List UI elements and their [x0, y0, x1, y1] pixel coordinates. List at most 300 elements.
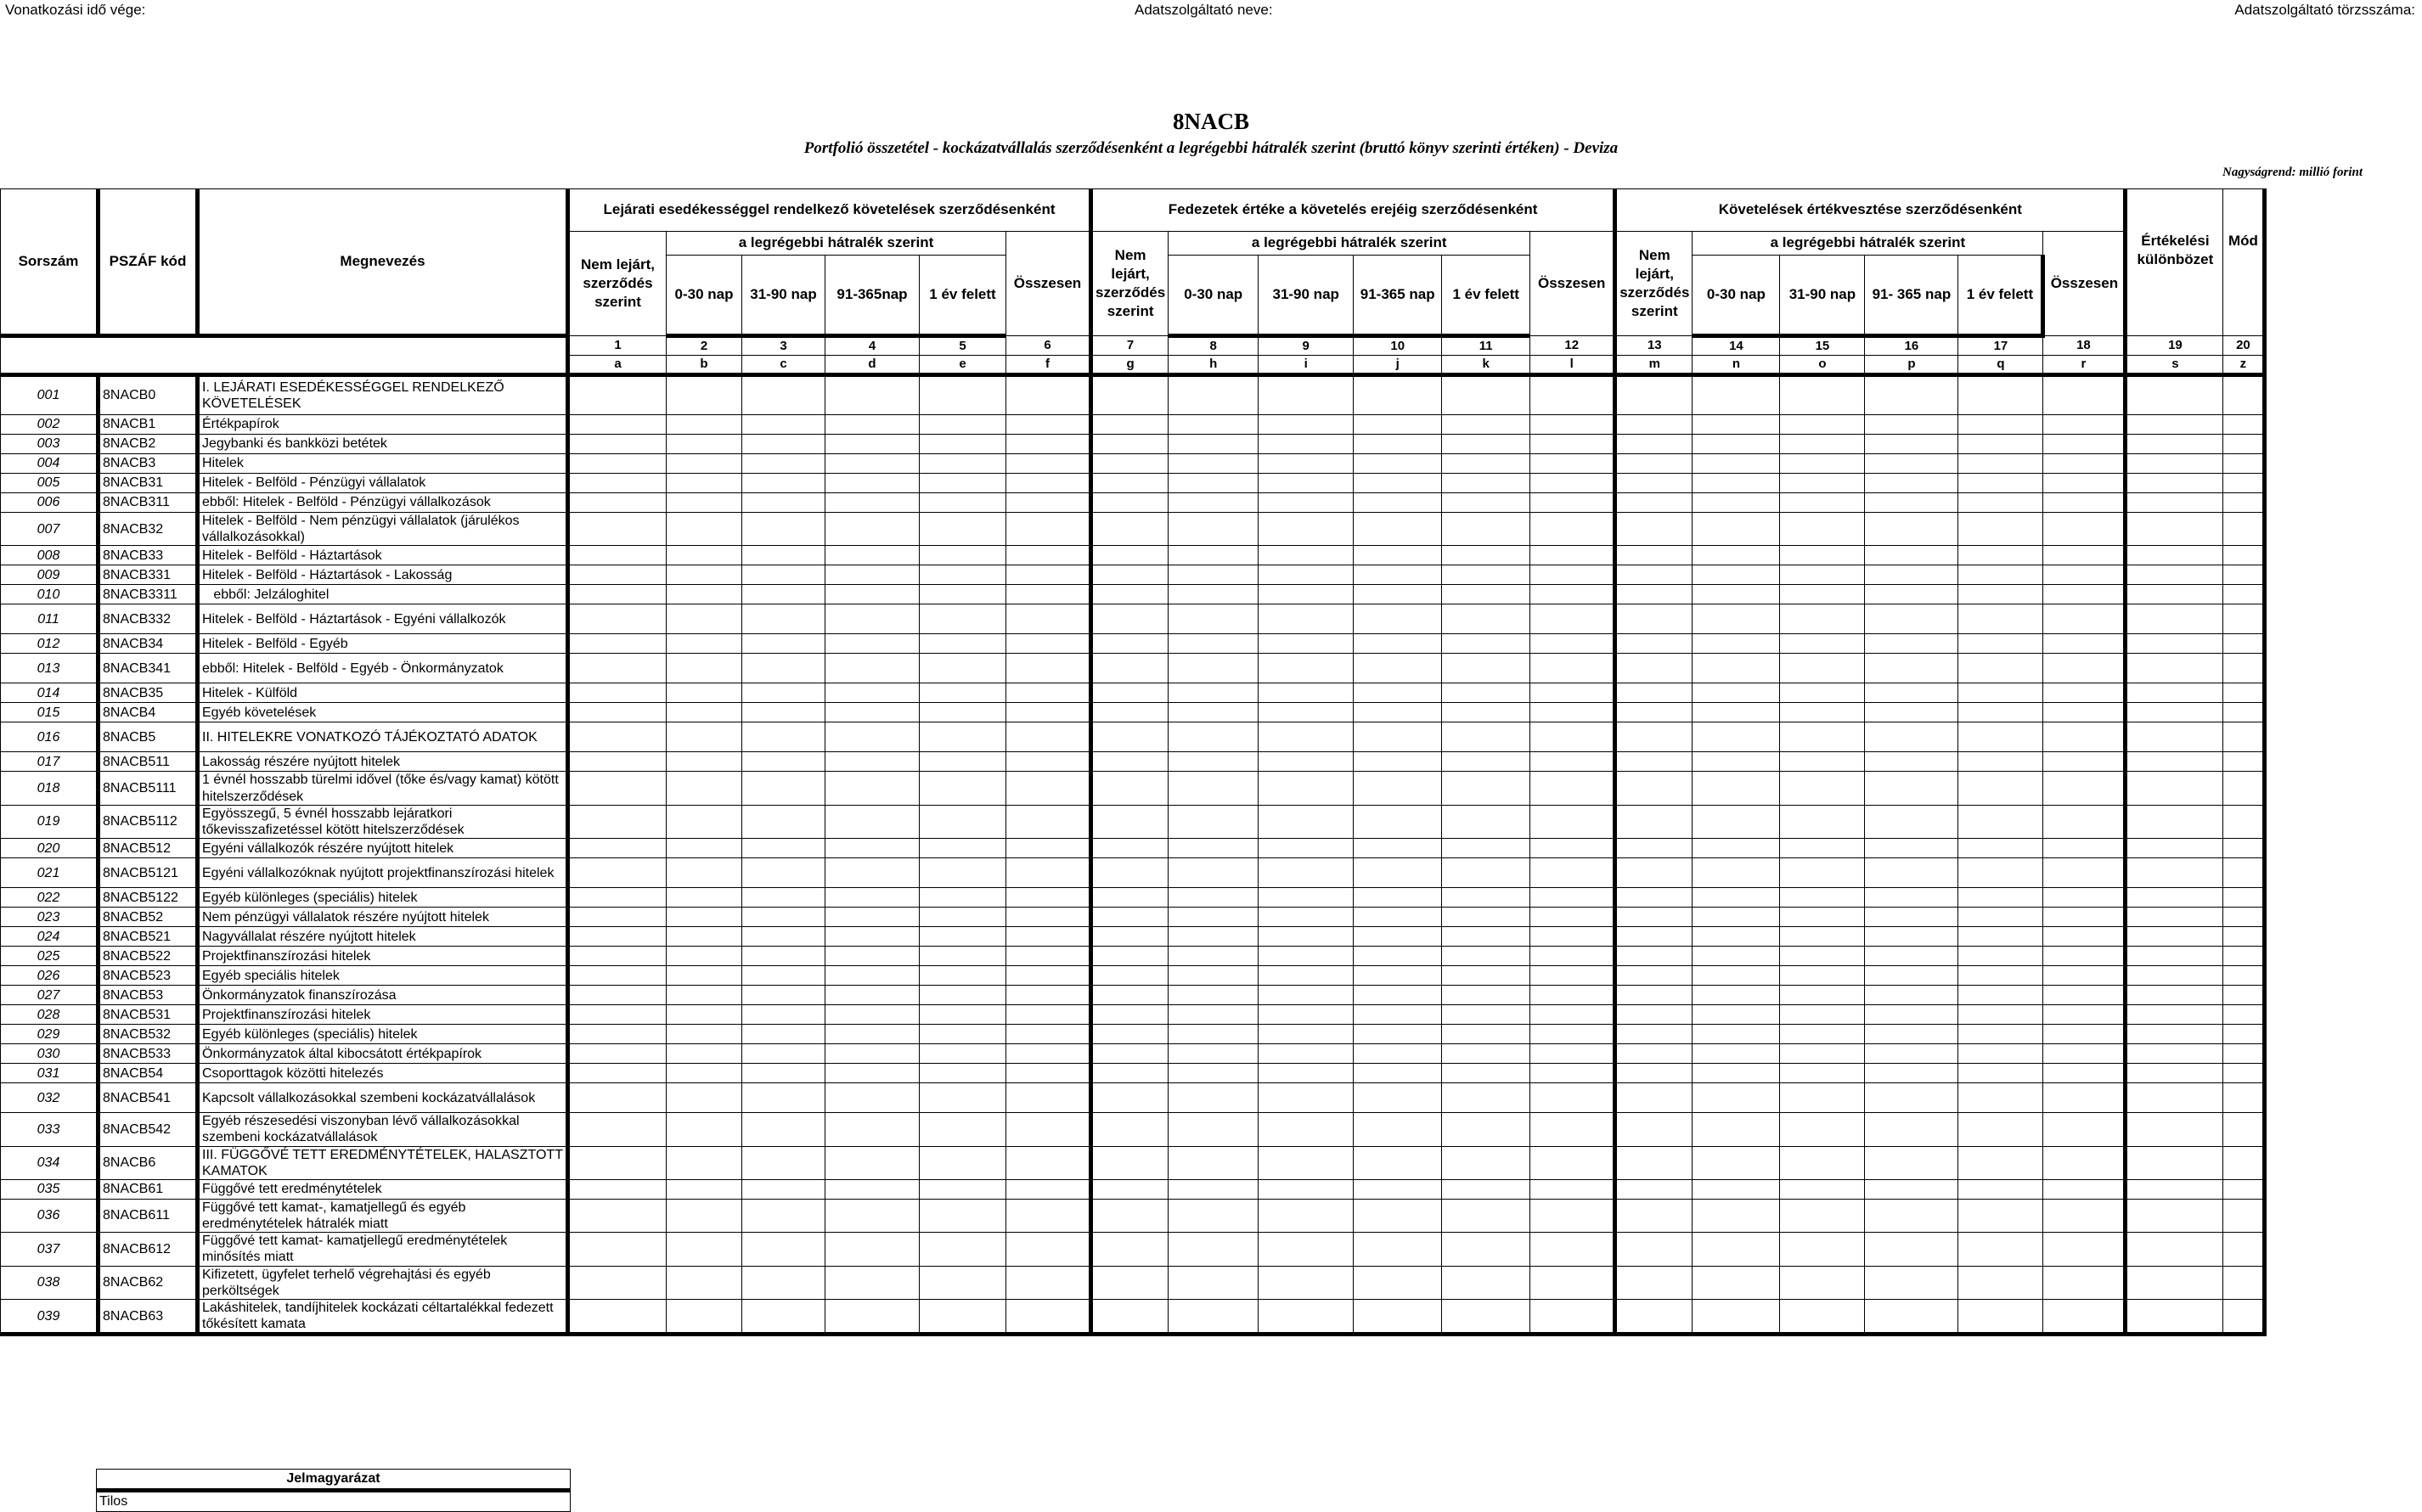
data-cell[interactable]: [1530, 435, 1615, 454]
data-cell[interactable]: [568, 604, 667, 634]
data-cell[interactable]: [568, 966, 667, 986]
data-cell[interactable]: [1006, 908, 1091, 927]
data-cell[interactable]: [2043, 565, 2126, 585]
data-cell[interactable]: [920, 1300, 1006, 1335]
data-cell[interactable]: [1259, 1005, 1354, 1025]
data-cell[interactable]: [825, 908, 920, 927]
data-cell[interactable]: [1865, 1064, 1958, 1083]
data-cell[interactable]: [1442, 772, 1530, 805]
data-cell[interactable]: [1530, 1199, 1615, 1232]
data-cell[interactable]: [1091, 966, 1169, 986]
data-cell[interactable]: [1169, 772, 1259, 805]
data-cell[interactable]: [1865, 454, 1958, 474]
data-cell[interactable]: [2043, 1199, 2126, 1232]
data-cell[interactable]: [1865, 1083, 1958, 1113]
data-cell[interactable]: [568, 1044, 667, 1064]
data-cell[interactable]: [2126, 1179, 2223, 1199]
data-cell[interactable]: [1693, 966, 1780, 986]
data-cell[interactable]: [1006, 927, 1091, 947]
data-cell[interactable]: [742, 772, 825, 805]
data-cell[interactable]: [742, 1300, 825, 1335]
data-cell[interactable]: [667, 805, 742, 838]
data-cell[interactable]: [1530, 722, 1615, 752]
data-cell[interactable]: [2043, 1179, 2126, 1199]
data-cell[interactable]: [1354, 805, 1442, 838]
data-cell[interactable]: [1354, 435, 1442, 454]
data-cell[interactable]: [825, 752, 920, 772]
data-cell[interactable]: [742, 454, 825, 474]
data-cell[interactable]: [1091, 1113, 1169, 1146]
data-cell[interactable]: [2223, 722, 2265, 752]
data-cell[interactable]: [1006, 1083, 1091, 1113]
data-cell[interactable]: [1958, 1300, 2043, 1335]
data-cell[interactable]: [1693, 839, 1780, 858]
data-cell[interactable]: [1006, 1044, 1091, 1064]
data-cell[interactable]: [1530, 1064, 1615, 1083]
data-cell[interactable]: [1615, 654, 1693, 683]
data-cell[interactable]: [1530, 415, 1615, 435]
data-cell[interactable]: [1958, 513, 2043, 546]
data-cell[interactable]: [920, 415, 1006, 435]
data-cell[interactable]: [1442, 858, 1530, 888]
data-cell[interactable]: [568, 565, 667, 585]
data-cell[interactable]: [1259, 986, 1354, 1005]
data-cell[interactable]: [1006, 585, 1091, 604]
data-cell[interactable]: [667, 513, 742, 546]
data-cell[interactable]: [667, 585, 742, 604]
data-cell[interactable]: [1442, 966, 1530, 986]
data-cell[interactable]: [1958, 654, 2043, 683]
data-cell[interactable]: [2223, 454, 2265, 474]
data-cell[interactable]: [1693, 1146, 1780, 1179]
data-cell[interactable]: [825, 683, 920, 703]
data-cell[interactable]: [1780, 927, 1865, 947]
data-cell[interactable]: [1354, 1266, 1442, 1299]
data-cell[interactable]: [2043, 654, 2126, 683]
data-cell[interactable]: [1006, 966, 1091, 986]
data-cell[interactable]: [1169, 1025, 1259, 1044]
data-cell[interactable]: [2223, 805, 2265, 838]
data-cell[interactable]: [1958, 415, 2043, 435]
data-cell[interactable]: [2126, 927, 2223, 947]
data-cell[interactable]: [1091, 722, 1169, 752]
data-cell[interactable]: [1006, 888, 1091, 908]
data-cell[interactable]: [1442, 375, 1530, 415]
data-cell[interactable]: [1169, 513, 1259, 546]
data-cell[interactable]: [920, 1025, 1006, 1044]
data-cell[interactable]: [2043, 683, 2126, 703]
data-cell[interactable]: [667, 1266, 742, 1299]
data-cell[interactable]: [2043, 585, 2126, 604]
data-cell[interactable]: [1530, 927, 1615, 947]
data-cell[interactable]: [1091, 1146, 1169, 1179]
data-cell[interactable]: [1693, 375, 1780, 415]
data-cell[interactable]: [1865, 722, 1958, 752]
data-cell[interactable]: [1259, 966, 1354, 986]
data-cell[interactable]: [2043, 415, 2126, 435]
data-cell[interactable]: [667, 888, 742, 908]
data-cell[interactable]: [1530, 1233, 1615, 1266]
data-cell[interactable]: [1958, 375, 2043, 415]
data-cell[interactable]: [1442, 415, 1530, 435]
data-cell[interactable]: [1530, 585, 1615, 604]
data-cell[interactable]: [825, 888, 920, 908]
data-cell[interactable]: [1169, 722, 1259, 752]
data-cell[interactable]: [1693, 986, 1780, 1005]
data-cell[interactable]: [1006, 634, 1091, 654]
data-cell[interactable]: [1693, 722, 1780, 752]
data-cell[interactable]: [2126, 585, 2223, 604]
data-cell[interactable]: [1693, 947, 1780, 966]
data-cell[interactable]: [1442, 752, 1530, 772]
data-cell[interactable]: [1259, 546, 1354, 565]
data-cell[interactable]: [1091, 839, 1169, 858]
data-cell[interactable]: [1615, 565, 1693, 585]
data-cell[interactable]: [2043, 604, 2126, 634]
data-cell[interactable]: [1354, 1113, 1442, 1146]
data-cell[interactable]: [1693, 1300, 1780, 1335]
data-cell[interactable]: [1615, 1113, 1693, 1146]
data-cell[interactable]: [1530, 1179, 1615, 1199]
data-cell[interactable]: [1006, 947, 1091, 966]
data-cell[interactable]: [920, 908, 1006, 927]
data-cell[interactable]: [1006, 513, 1091, 546]
data-cell[interactable]: [667, 1300, 742, 1335]
data-cell[interactable]: [742, 1083, 825, 1113]
data-cell[interactable]: [1780, 375, 1865, 415]
data-cell[interactable]: [2043, 634, 2126, 654]
data-cell[interactable]: [1259, 454, 1354, 474]
data-cell[interactable]: [667, 703, 742, 722]
data-cell[interactable]: [1865, 1005, 1958, 1025]
data-cell[interactable]: [920, 888, 1006, 908]
data-cell[interactable]: [1169, 375, 1259, 415]
data-cell[interactable]: [2043, 1146, 2126, 1179]
data-cell[interactable]: [1169, 888, 1259, 908]
data-cell[interactable]: [1442, 986, 1530, 1005]
data-cell[interactable]: [825, 1113, 920, 1146]
data-cell[interactable]: [1442, 1044, 1530, 1064]
data-cell[interactable]: [2223, 888, 2265, 908]
data-cell[interactable]: [1780, 1179, 1865, 1199]
data-cell[interactable]: [1259, 1025, 1354, 1044]
data-cell[interactable]: [1169, 927, 1259, 947]
data-cell[interactable]: [1354, 947, 1442, 966]
data-cell[interactable]: [1958, 565, 2043, 585]
data-cell[interactable]: [920, 986, 1006, 1005]
data-cell[interactable]: [825, 858, 920, 888]
data-cell[interactable]: [1259, 585, 1354, 604]
data-cell[interactable]: [1780, 947, 1865, 966]
data-cell[interactable]: [1169, 1064, 1259, 1083]
data-cell[interactable]: [2126, 435, 2223, 454]
data-cell[interactable]: [1354, 1064, 1442, 1083]
data-cell[interactable]: [2223, 683, 2265, 703]
data-cell[interactable]: [2043, 1233, 2126, 1266]
data-cell[interactable]: [1615, 1233, 1693, 1266]
data-cell[interactable]: [1693, 513, 1780, 546]
data-cell[interactable]: [1091, 858, 1169, 888]
data-cell[interactable]: [2126, 1044, 2223, 1064]
data-cell[interactable]: [1780, 966, 1865, 986]
data-cell[interactable]: [1865, 703, 1958, 722]
data-cell[interactable]: [1530, 683, 1615, 703]
data-cell[interactable]: [1091, 585, 1169, 604]
data-cell[interactable]: [1354, 908, 1442, 927]
data-cell[interactable]: [1006, 1025, 1091, 1044]
data-cell[interactable]: [1693, 805, 1780, 838]
data-cell[interactable]: [2043, 908, 2126, 927]
data-cell[interactable]: [825, 546, 920, 565]
data-cell[interactable]: [1530, 703, 1615, 722]
data-cell[interactable]: [1865, 493, 1958, 513]
data-cell[interactable]: [2223, 986, 2265, 1005]
data-cell[interactable]: [1530, 565, 1615, 585]
data-cell[interactable]: [1259, 752, 1354, 772]
data-cell[interactable]: [2126, 604, 2223, 634]
data-cell[interactable]: [1354, 1025, 1442, 1044]
data-cell[interactable]: [568, 1199, 667, 1232]
data-cell[interactable]: [825, 435, 920, 454]
data-cell[interactable]: [1169, 908, 1259, 927]
data-cell[interactable]: [1091, 375, 1169, 415]
data-cell[interactable]: [920, 772, 1006, 805]
data-cell[interactable]: [1006, 1064, 1091, 1083]
data-cell[interactable]: [1693, 474, 1780, 493]
data-cell[interactable]: [2043, 1300, 2126, 1335]
data-cell[interactable]: [742, 927, 825, 947]
data-cell[interactable]: [1958, 839, 2043, 858]
data-cell[interactable]: [568, 1005, 667, 1025]
data-cell[interactable]: [1442, 474, 1530, 493]
data-cell[interactable]: [568, 986, 667, 1005]
data-cell[interactable]: [667, 1083, 742, 1113]
data-cell[interactable]: [1780, 513, 1865, 546]
data-cell[interactable]: [1780, 634, 1865, 654]
data-cell[interactable]: [2126, 546, 2223, 565]
data-cell[interactable]: [568, 1233, 667, 1266]
data-cell[interactable]: [1442, 1300, 1530, 1335]
data-cell[interactable]: [1865, 585, 1958, 604]
data-cell[interactable]: [1865, 513, 1958, 546]
data-cell[interactable]: [920, 474, 1006, 493]
data-cell[interactable]: [1006, 415, 1091, 435]
data-cell[interactable]: [667, 1025, 742, 1044]
data-cell[interactable]: [667, 858, 742, 888]
data-cell[interactable]: [825, 1179, 920, 1199]
data-cell[interactable]: [1169, 654, 1259, 683]
data-cell[interactable]: [1693, 1064, 1780, 1083]
data-cell[interactable]: [2223, 1179, 2265, 1199]
data-cell[interactable]: [1169, 683, 1259, 703]
data-cell[interactable]: [1169, 1044, 1259, 1064]
data-cell[interactable]: [1958, 888, 2043, 908]
data-cell[interactable]: [1091, 805, 1169, 838]
data-cell[interactable]: [1091, 752, 1169, 772]
data-cell[interactable]: [1865, 772, 1958, 805]
data-cell[interactable]: [1354, 513, 1442, 546]
data-cell[interactable]: [1530, 966, 1615, 986]
data-cell[interactable]: [742, 1044, 825, 1064]
data-cell[interactable]: [742, 375, 825, 415]
data-cell[interactable]: [1958, 1266, 2043, 1299]
data-cell[interactable]: [2223, 947, 2265, 966]
data-cell[interactable]: [1780, 415, 1865, 435]
data-cell[interactable]: [1530, 1113, 1615, 1146]
data-cell[interactable]: [2126, 1064, 2223, 1083]
data-cell[interactable]: [2126, 947, 2223, 966]
data-cell[interactable]: [2223, 908, 2265, 927]
data-cell[interactable]: [568, 1025, 667, 1044]
data-cell[interactable]: [825, 1044, 920, 1064]
data-cell[interactable]: [2223, 703, 2265, 722]
data-cell[interactable]: [1169, 947, 1259, 966]
data-cell[interactable]: [2223, 927, 2265, 947]
data-cell[interactable]: [1259, 1233, 1354, 1266]
data-cell[interactable]: [1354, 683, 1442, 703]
data-cell[interactable]: [1865, 375, 1958, 415]
data-cell[interactable]: [2126, 375, 2223, 415]
data-cell[interactable]: [1442, 565, 1530, 585]
data-cell[interactable]: [568, 805, 667, 838]
data-cell[interactable]: [1865, 1199, 1958, 1232]
data-cell[interactable]: [1091, 908, 1169, 927]
data-cell[interactable]: [1354, 654, 1442, 683]
data-cell[interactable]: [920, 565, 1006, 585]
data-cell[interactable]: [1530, 546, 1615, 565]
data-cell[interactable]: [2223, 772, 2265, 805]
data-cell[interactable]: [1615, 683, 1693, 703]
data-cell[interactable]: [1259, 683, 1354, 703]
data-cell[interactable]: [2223, 1266, 2265, 1299]
data-cell[interactable]: [1530, 634, 1615, 654]
data-cell[interactable]: [825, 1083, 920, 1113]
data-cell[interactable]: [1091, 1025, 1169, 1044]
data-cell[interactable]: [1169, 805, 1259, 838]
data-cell[interactable]: [2223, 435, 2265, 454]
data-cell[interactable]: [1615, 1044, 1693, 1064]
data-cell[interactable]: [1354, 752, 1442, 772]
data-cell[interactable]: [825, 722, 920, 752]
data-cell[interactable]: [1530, 1146, 1615, 1179]
data-cell[interactable]: [2126, 654, 2223, 683]
data-cell[interactable]: [1530, 947, 1615, 966]
data-cell[interactable]: [2043, 927, 2126, 947]
data-cell[interactable]: [1530, 986, 1615, 1005]
data-cell[interactable]: [1958, 805, 2043, 838]
data-cell[interactable]: [825, 604, 920, 634]
data-cell[interactable]: [1259, 415, 1354, 435]
data-cell[interactable]: [1091, 546, 1169, 565]
data-cell[interactable]: [2126, 888, 2223, 908]
data-cell[interactable]: [667, 908, 742, 927]
data-cell[interactable]: [1530, 858, 1615, 888]
data-cell[interactable]: [1091, 683, 1169, 703]
data-cell[interactable]: [1354, 1179, 1442, 1199]
data-cell[interactable]: [1865, 947, 1958, 966]
data-cell[interactable]: [1693, 927, 1780, 947]
data-cell[interactable]: [1530, 1025, 1615, 1044]
data-cell[interactable]: [1259, 1179, 1354, 1199]
data-cell[interactable]: [742, 415, 825, 435]
data-cell[interactable]: [920, 752, 1006, 772]
data-cell[interactable]: [2126, 565, 2223, 585]
data-cell[interactable]: [1865, 805, 1958, 838]
data-cell[interactable]: [1530, 604, 1615, 634]
data-cell[interactable]: [1615, 966, 1693, 986]
data-cell[interactable]: [825, 1199, 920, 1232]
data-cell[interactable]: [1958, 1199, 2043, 1232]
data-cell[interactable]: [1091, 927, 1169, 947]
data-cell[interactable]: [825, 513, 920, 546]
data-cell[interactable]: [1442, 604, 1530, 634]
data-cell[interactable]: [667, 1005, 742, 1025]
data-cell[interactable]: [568, 1179, 667, 1199]
data-cell[interactable]: [2043, 772, 2126, 805]
data-cell[interactable]: [1530, 752, 1615, 772]
data-cell[interactable]: [1780, 752, 1865, 772]
data-cell[interactable]: [1006, 683, 1091, 703]
data-cell[interactable]: [920, 1146, 1006, 1179]
data-cell[interactable]: [1354, 375, 1442, 415]
data-cell[interactable]: [1958, 927, 2043, 947]
data-cell[interactable]: [568, 722, 667, 752]
data-cell[interactable]: [1354, 839, 1442, 858]
data-cell[interactable]: [568, 513, 667, 546]
data-cell[interactable]: [742, 1233, 825, 1266]
data-cell[interactable]: [1865, 435, 1958, 454]
data-cell[interactable]: [742, 546, 825, 565]
data-cell[interactable]: [1354, 1083, 1442, 1113]
data-cell[interactable]: [1865, 966, 1958, 986]
data-cell[interactable]: [742, 839, 825, 858]
data-cell[interactable]: [1615, 752, 1693, 772]
data-cell[interactable]: [825, 375, 920, 415]
data-cell[interactable]: [1259, 565, 1354, 585]
data-cell[interactable]: [742, 986, 825, 1005]
data-cell[interactable]: [1091, 1199, 1169, 1232]
data-cell[interactable]: [1615, 454, 1693, 474]
data-cell[interactable]: [825, 1025, 920, 1044]
data-cell[interactable]: [1693, 546, 1780, 565]
data-cell[interactable]: [1530, 1005, 1615, 1025]
data-cell[interactable]: [1259, 513, 1354, 546]
data-cell[interactable]: [1865, 565, 1958, 585]
data-cell[interactable]: [1530, 474, 1615, 493]
data-cell[interactable]: [1615, 703, 1693, 722]
data-cell[interactable]: [2223, 654, 2265, 683]
data-cell[interactable]: [920, 493, 1006, 513]
data-cell[interactable]: [1091, 565, 1169, 585]
data-cell[interactable]: [667, 654, 742, 683]
data-cell[interactable]: [2126, 1113, 2223, 1146]
data-cell[interactable]: [1615, 415, 1693, 435]
data-cell[interactable]: [2223, 839, 2265, 858]
data-cell[interactable]: [1091, 493, 1169, 513]
data-cell[interactable]: [2043, 839, 2126, 858]
data-cell[interactable]: [1780, 1199, 1865, 1232]
data-cell[interactable]: [1780, 908, 1865, 927]
data-cell[interactable]: [1865, 1179, 1958, 1199]
data-cell[interactable]: [1780, 1300, 1865, 1335]
data-cell[interactable]: [1615, 1179, 1693, 1199]
data-cell[interactable]: [2043, 805, 2126, 838]
data-cell[interactable]: [1442, 805, 1530, 838]
data-cell[interactable]: [1169, 1005, 1259, 1025]
data-cell[interactable]: [1958, 585, 2043, 604]
data-cell[interactable]: [1442, 927, 1530, 947]
data-cell[interactable]: [1442, 513, 1530, 546]
